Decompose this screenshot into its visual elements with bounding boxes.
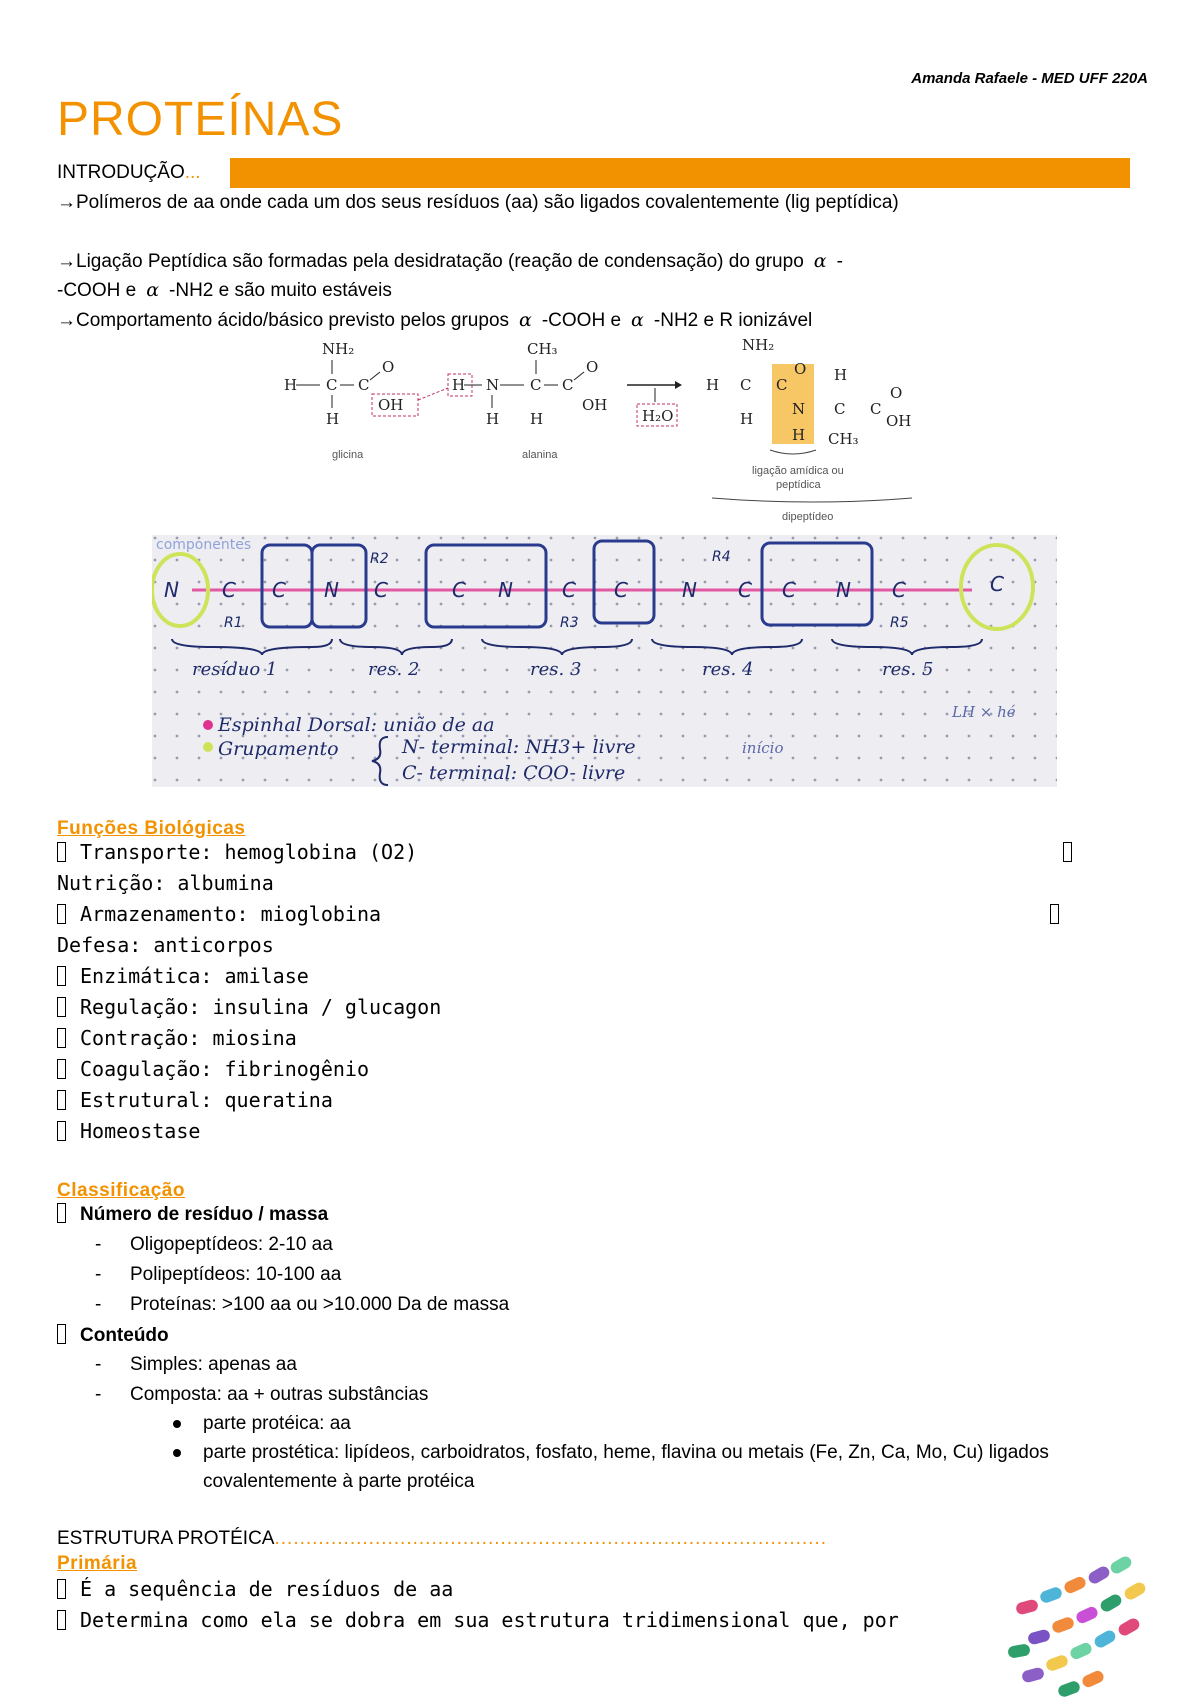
classification-item-text: Conteúdo xyxy=(80,1325,169,1346)
atom-o: O xyxy=(890,384,903,402)
missing-glyph-box xyxy=(57,1324,66,1344)
faded-heading: componentes xyxy=(156,537,252,553)
svg-text:N: N xyxy=(498,578,513,602)
svg-text:C: C xyxy=(738,578,752,602)
residue-label: res. 2 xyxy=(368,659,420,680)
primary-line-1 xyxy=(57,1577,453,1601)
function-text: Enzimática: amilase xyxy=(80,964,309,988)
structure-heading xyxy=(57,1528,827,1550)
classification-item-text: Número de resíduo / massa xyxy=(80,1204,329,1225)
function-line-5 xyxy=(57,964,309,988)
protein-spiral-illustration xyxy=(1000,1555,1160,1698)
glycine-label: glicina xyxy=(332,449,364,461)
classification-sub-5 xyxy=(95,1384,428,1406)
atom-h: H xyxy=(706,376,720,394)
r-label: R2 xyxy=(370,551,389,567)
atom-h: H xyxy=(284,376,298,394)
atom-c: C xyxy=(562,376,574,394)
residue-label: res. 4 xyxy=(702,659,754,680)
classification-item-2 xyxy=(57,1324,169,1347)
missing-glyph-box xyxy=(57,1121,66,1141)
svg-text:C: C xyxy=(614,578,628,602)
atom-h: H xyxy=(486,410,500,428)
sub-text: Polipeptídeos: 10-100 aa xyxy=(130,1264,342,1285)
atom-h: H xyxy=(452,376,466,394)
atom-oh: OH xyxy=(378,396,404,414)
structure-heading-text: ESTRUTURA PROTÉICA xyxy=(57,1528,275,1549)
dipeptide-label: dipeptídeo xyxy=(782,511,834,523)
function-text: Armazenamento: mioglobina xyxy=(80,902,382,926)
handwritten-peptide-note xyxy=(152,535,1057,787)
note-n-terminal: N- terminal: NH3+ livre xyxy=(402,736,636,758)
bullet-text: parte protéica: aa xyxy=(203,1413,351,1434)
glycine-nh2: NH₂ xyxy=(322,340,355,358)
svg-text:N: N xyxy=(836,578,851,602)
alpha-symbol: α xyxy=(631,309,644,331)
classification-sub-4 xyxy=(95,1354,297,1376)
primary-text: Determina como ela se dobra em sua estrutura tridimensional que, por xyxy=(80,1608,899,1632)
function-line-1-end xyxy=(1063,840,1086,864)
svg-text:C: C xyxy=(892,578,906,602)
intro-heading-dots: ... xyxy=(184,162,201,183)
atom-o: O xyxy=(794,360,807,378)
missing-glyph-box xyxy=(57,842,66,862)
classification-title: Classificação xyxy=(57,1180,185,1201)
atom-n: N xyxy=(792,400,806,418)
sub-text: Oligopeptídeos: 2-10 aa xyxy=(130,1234,333,1255)
function-line-6 xyxy=(57,995,441,1019)
r-label: R3 xyxy=(560,615,579,631)
p2-text-a: →Ligação Peptídica são formadas pela desidratação (reação de condensação) do grupo xyxy=(57,251,804,272)
alanine-ch3: CH₃ xyxy=(527,340,558,358)
note-c-terminal: C- terminal: COO- livre xyxy=(402,762,626,784)
highlight-bar xyxy=(230,158,1130,188)
missing-glyph-box xyxy=(57,997,66,1017)
missing-glyph-box xyxy=(57,1028,66,1048)
dash: - xyxy=(95,1294,102,1315)
atom-h: H xyxy=(740,410,754,428)
function-line-3-end xyxy=(1050,902,1073,926)
atom-c: C xyxy=(870,400,882,418)
function-text: Coagulação: fibrinogênio xyxy=(80,1057,369,1081)
dash: - xyxy=(95,1234,102,1255)
bond-label: ligação amídica ou xyxy=(752,465,844,477)
sub-text: Simples: apenas aa xyxy=(130,1354,297,1375)
page-title: PROTEÍNAS xyxy=(57,93,344,146)
atom-nh2: NH₂ xyxy=(742,338,775,354)
svg-text:N: N xyxy=(164,578,179,602)
missing-glyph-box xyxy=(1050,904,1059,924)
classification-sub-1 xyxy=(95,1234,333,1256)
p3-text-c: -NH2 e R ionizável xyxy=(653,310,813,331)
svg-text:C: C xyxy=(990,572,1004,596)
function-text: Transporte: hemoglobina (O2) xyxy=(80,840,418,864)
function-line-8 xyxy=(57,1057,369,1081)
p2-text-b: -COOH e xyxy=(57,280,137,301)
intro-heading xyxy=(57,162,201,184)
bullet-dot xyxy=(173,1420,181,1428)
missing-glyph-box xyxy=(57,1579,66,1599)
intro-paragraph-3 xyxy=(57,306,1137,335)
primary-text: É a sequência de resíduos de aa xyxy=(80,1577,454,1601)
atom-h: H xyxy=(792,426,806,444)
atom-c: C xyxy=(358,376,370,394)
atom-oh: OH xyxy=(582,396,608,414)
dash: - xyxy=(95,1384,102,1405)
author-label: Amanda Rafaele - MED UFF 220A xyxy=(911,70,1148,87)
dash: - xyxy=(95,1264,102,1285)
intro-paragraph-1: →Polímeros de aa onde cada um dos seus resíduos (aa) são ligados covalentemente (lig peptídica) xyxy=(57,192,899,213)
residue-label: res. 3 xyxy=(530,659,582,680)
function-line-4: Defesa: anticorpos xyxy=(57,933,274,957)
note-corner: LH × hé xyxy=(952,703,1016,721)
alpha-symbol: α xyxy=(813,250,827,272)
alpha-symbol: α xyxy=(146,279,160,301)
atom-c: C xyxy=(834,400,846,418)
classification-bullet-2 xyxy=(167,1438,1127,1496)
atom-n: N xyxy=(486,376,500,394)
peptide-bond-diagram xyxy=(282,338,922,528)
svg-text:C: C xyxy=(782,578,796,602)
residue-label: res. 5 xyxy=(882,659,934,680)
missing-glyph-box xyxy=(57,1610,66,1630)
svg-text:C: C xyxy=(272,578,286,602)
atom-c: C xyxy=(776,376,788,394)
function-text: Homeostase xyxy=(80,1119,201,1143)
function-text: Contração: miosina xyxy=(80,1026,297,1050)
function-text: Regulação: insulina / glucagon xyxy=(80,995,442,1019)
sub-text: Proteínas: >100 aa ou >10.000 Da de massa xyxy=(130,1294,510,1315)
classification-item-1 xyxy=(57,1203,328,1226)
missing-glyph-box xyxy=(57,1090,66,1110)
atom-ch3: CH₃ xyxy=(828,430,859,448)
functions-title: Funções Biológicas xyxy=(57,818,246,839)
primary-title: Primária xyxy=(57,1553,138,1574)
bullet-dot xyxy=(173,1449,181,1457)
function-line-7 xyxy=(57,1026,297,1050)
svg-text:N: N xyxy=(324,578,339,602)
svg-text:C: C xyxy=(374,578,388,602)
atom-c: C xyxy=(326,376,338,394)
atom-o: O xyxy=(586,358,599,376)
alpha-symbol: α xyxy=(519,309,532,331)
note-inicio: início xyxy=(742,739,784,757)
function-line-9 xyxy=(57,1088,333,1112)
r-label: R4 xyxy=(712,549,731,565)
r-label: R5 xyxy=(890,615,909,631)
missing-glyph-box xyxy=(57,966,66,986)
missing-glyph-box xyxy=(57,1203,66,1223)
sub-text: Composta: aa + outras substâncias xyxy=(130,1384,429,1405)
classification-sub-3 xyxy=(95,1294,509,1316)
water-label: H₂O xyxy=(642,407,674,425)
missing-glyph-box xyxy=(57,1059,66,1079)
atom-c: C xyxy=(530,376,542,394)
atom-h: H xyxy=(834,366,848,384)
p3-text-b: -COOH e xyxy=(541,310,622,331)
residue-label: resíduo 1 xyxy=(192,659,278,680)
bond-label-2: peptídica xyxy=(776,479,821,491)
svg-text:C: C xyxy=(222,578,236,602)
p3-text-a: →Comportamento ácido/básico previsto pelos grupos xyxy=(57,310,510,331)
primary-line-2 xyxy=(57,1608,899,1632)
svg-text:C: C xyxy=(452,578,466,602)
atom-c: C xyxy=(740,376,752,394)
function-text: Estrutural: queratina xyxy=(80,1088,333,1112)
svg-text:N: N xyxy=(682,578,697,602)
function-line-1 xyxy=(57,840,417,864)
dash: - xyxy=(95,1354,102,1375)
classification-sub-2 xyxy=(95,1264,341,1286)
note-groups: Grupamento xyxy=(218,738,339,760)
function-line-3 xyxy=(57,902,381,926)
r-label: R1 xyxy=(224,615,243,631)
function-line-10 xyxy=(57,1119,200,1143)
intro-paragraph-2 xyxy=(57,247,1137,305)
missing-glyph-box xyxy=(57,904,66,924)
p2-text-c: -NH2 e são muito estáveis xyxy=(169,280,392,301)
alanine-label: alanina xyxy=(522,449,558,461)
missing-glyph-box xyxy=(1063,842,1072,862)
atom-h: H xyxy=(326,410,340,428)
intro-heading-text: INTRODUÇÃO xyxy=(57,162,185,183)
atom-h: H xyxy=(530,410,544,428)
svg-text:C: C xyxy=(562,578,576,602)
bullet-text: parte prostética: lipídeos, carboidratos, fosfato, heme, flavina ou metais (Fe, Zn, Ca, Mo, Cu) ligados covalentemente à parte protéica xyxy=(203,1442,1049,1492)
note-backbone: Espinhal Dorsal: união de aa xyxy=(218,714,495,736)
structure-heading-dots: ........................................................................................ xyxy=(274,1528,828,1549)
dash: - xyxy=(836,251,843,272)
classification-bullet-1 xyxy=(167,1409,1147,1438)
atom-oh: OH xyxy=(886,412,912,430)
atom-o: O xyxy=(382,358,395,376)
function-line-2: Nutrição: albumina xyxy=(57,871,274,895)
